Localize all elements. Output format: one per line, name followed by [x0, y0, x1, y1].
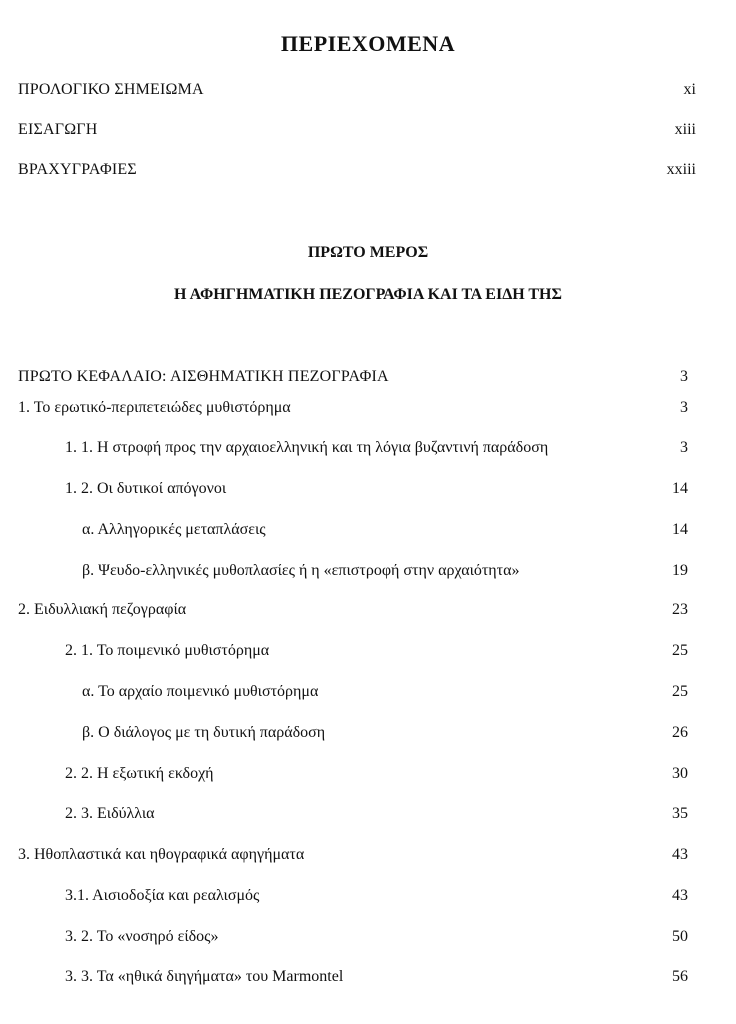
toc-entry-label: 2. 1. Το ποιμενικό μυθιστόρημα: [65, 642, 270, 659]
toc-entry-label: 2. Ειδυλλιακή πεζογραφία: [18, 601, 187, 618]
toc-entry-label: ΕΙΣΑΓΩΓΗ: [18, 121, 98, 138]
part-heading: ΠΡΩΤΟ ΜΕΡΟΣ: [307, 244, 429, 261]
toc-item-entry: [0, 720, 736, 746]
toc-subsection-entry: [0, 801, 736, 827]
toc-page-number: 25: [672, 642, 688, 659]
toc-subsection-entry: [0, 964, 736, 990]
toc-subsection-entry: [0, 883, 736, 909]
toc-subsection-entry: [0, 435, 736, 461]
toc-page-number: 3: [680, 368, 688, 385]
toc-front-entry: [0, 77, 736, 103]
toc-page-number: 43: [672, 846, 688, 863]
toc-entry-label: α. Το αρχαίο ποιμενικό μυθιστόρημα: [82, 683, 319, 700]
toc-section-entry: [0, 842, 736, 868]
toc-item-entry: [0, 679, 736, 705]
toc-front-entry: [0, 117, 736, 143]
toc-entry-label: β. Ψευδο-ελληνικές μυθοπλασίες ή η «επιστροφή στην αρχαιότητα»: [82, 562, 520, 579]
part-subtitle: Η ΑΦΗΓΗΜΑΤΙΚΗ ΠΕΖΟΓΡΑΦΙΑ ΚΑΙ ΤΑ ΕΙΔΗ ΤΗΣ: [174, 286, 562, 303]
toc-page-number: 30: [672, 765, 688, 782]
toc-entry-label: 3. Ηθοπλαστικά και ηθογραφικά αφηγήματα: [18, 846, 305, 863]
toc-entry-label: 2. 2. Η εξωτική εκδοχή: [65, 765, 214, 782]
toc-chapter-entry: [0, 364, 736, 390]
toc-entry-label: 3. 2. Το «νοσηρό είδος»: [65, 928, 219, 945]
toc-page-number: 26: [672, 724, 688, 741]
toc-entry-label: 1. 2. Οι δυτικοί απόγονοι: [65, 480, 227, 497]
toc-page-number: xiii: [674, 121, 696, 138]
toc-front-entry: [0, 157, 736, 183]
toc-subsection-entry: [0, 761, 736, 787]
toc-entry-label: 3. 3. Τα «ηθικά διηγήματα» του Marmontel: [65, 968, 344, 985]
toc-item-entry: [0, 517, 736, 543]
toc-entry-label: β. Ο διάλογος με τη δυτική παράδοση: [82, 724, 326, 741]
toc-section-entry: [0, 597, 736, 623]
toc-section-entry: [0, 395, 736, 421]
toc-page-number: 19: [672, 562, 688, 579]
toc-entry-label: ΒΡΑΧΥΓΡΑΦΙΕΣ: [18, 161, 137, 178]
toc-entry-label: 1. 1. Η στροφή προς την αρχαιοελληνική και τη λόγια βυζαντινή παράδοση: [65, 439, 549, 456]
toc-page-number: 3: [680, 439, 688, 456]
toc-page-number: 23: [672, 601, 688, 618]
toc-entry-label: 2. 3. Ειδύλλια: [65, 805, 155, 822]
toc-page-number: 56: [672, 968, 688, 985]
toc-entry-label: ΠΡΩΤΟ ΚΕΦΑΛΑΙΟ: ΑΙΣΘΗΜΑΤΙΚΗ ΠΕΖΟΓΡΑΦΙΑ: [18, 368, 389, 385]
toc-item-entry: [0, 558, 736, 584]
toc-page-number: 3: [680, 399, 688, 416]
toc-subsection-entry: [0, 924, 736, 950]
toc-page-number: xi: [683, 81, 696, 98]
toc-entry-label: ΠΡΟΛΟΓΙΚΟ ΣΗΜΕΙΩΜΑ: [18, 81, 204, 98]
toc-page-number: 35: [672, 805, 688, 822]
toc-page-number: 14: [672, 480, 688, 497]
toc-page-number: 50: [672, 928, 688, 945]
toc-page-number: xxiii: [666, 161, 696, 178]
toc-entry-label: 3.1. Αισιοδοξία και ρεαλισμός: [65, 887, 260, 904]
toc-page-number: 43: [672, 887, 688, 904]
toc-subsection-entry: [0, 476, 736, 502]
toc-page-number: 14: [672, 521, 688, 538]
toc-subsection-entry: [0, 638, 736, 664]
toc-page-number: 25: [672, 683, 688, 700]
toc-entry-label: 1. Το ερωτικό-περιπετειώδες μυθιστόρημα: [18, 399, 291, 416]
page-title: ΠΕΡΙΕΧΟΜΕΝΑ: [280, 31, 456, 56]
toc-entry-label: α. Αλληγορικές μεταπλάσεις: [82, 521, 266, 538]
